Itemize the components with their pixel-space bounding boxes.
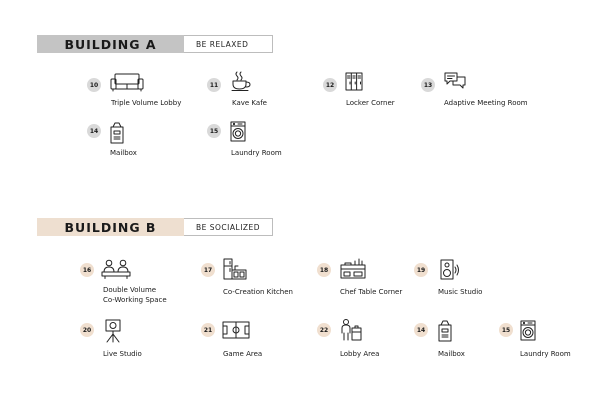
- amenity-label: Co-Creation Kitchen: [223, 288, 293, 296]
- amenity-label: Laundry Room: [520, 350, 571, 358]
- building-b-banner: [37, 218, 273, 236]
- mailbox-icon: [436, 319, 454, 347]
- amenity-label: Mailbox: [438, 350, 465, 358]
- number-badge: 16: [80, 263, 94, 277]
- building-a-tagline: BE RELAXED: [184, 35, 273, 53]
- number-badge: 19: [414, 263, 428, 277]
- number-badge: 17: [201, 263, 215, 277]
- amenity-label: Music Studio: [438, 288, 483, 296]
- coffee-cup-icon: [230, 70, 252, 96]
- amenity-label: Lobby Area: [340, 350, 380, 358]
- chat-bubbles-icon: [443, 71, 467, 95]
- number-badge: 22: [317, 323, 331, 337]
- kitchen-icon: [222, 257, 248, 285]
- amenity-label-line-1: Double Volume: [103, 286, 157, 294]
- amenity-label: Laundry Room: [231, 149, 282, 157]
- amenity-label: Triple Volume Lobby: [111, 99, 182, 107]
- number-badge: 18: [317, 263, 331, 277]
- camera-tripod-icon: [103, 318, 123, 348]
- amenity-label: Game Area: [223, 350, 263, 358]
- coworking-people-icon: [101, 259, 131, 283]
- washing-machine-icon: [519, 320, 537, 346]
- amenity-label: Chef Table Corner: [340, 288, 403, 296]
- number-badge: 12: [323, 78, 337, 92]
- building-a-banner: [37, 35, 273, 53]
- building-b-tagline: BE SOCIALIZED: [184, 218, 273, 236]
- number-badge: 15: [499, 323, 513, 337]
- number-badge: 21: [201, 323, 215, 337]
- number-badge: 13: [421, 78, 435, 92]
- number-badge: 15: [207, 124, 221, 138]
- number-badge: 14: [87, 124, 101, 138]
- amenity-label: Locker Corner: [346, 99, 395, 107]
- sofa-icon: [110, 72, 144, 96]
- washing-machine-icon: [229, 121, 247, 147]
- amenity-label: Kave Kafe: [232, 99, 267, 107]
- building-b-title: BUILDING B: [37, 218, 184, 236]
- speaker-icon: [437, 258, 459, 286]
- game-field-icon: [222, 321, 250, 343]
- number-badge: 11: [207, 78, 221, 92]
- amenity-label: Adaptive Meeting Room: [444, 99, 528, 107]
- locker-icon: [345, 72, 363, 96]
- number-badge: 10: [87, 78, 101, 92]
- amenity-label: Mailbox: [110, 149, 137, 157]
- chef-table-icon: [340, 258, 366, 284]
- mailbox-icon: [108, 121, 126, 149]
- building-a-title: BUILDING A: [37, 35, 184, 53]
- amenity-label-line-2: Co-Working Space: [103, 296, 167, 304]
- lobby-person-icon: [339, 318, 363, 346]
- amenity-label: Live Studio: [103, 350, 142, 358]
- number-badge: 14: [414, 323, 428, 337]
- number-badge: 20: [80, 323, 94, 337]
